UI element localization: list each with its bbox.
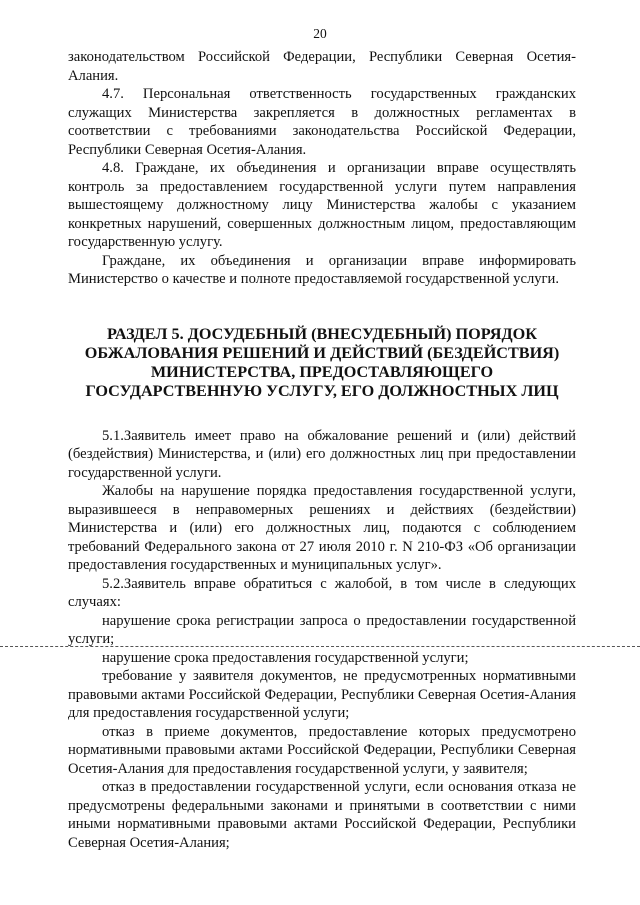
paragraph-continuation: законодательством Российской Федерации, Республики Северная Осетия-Алания. xyxy=(68,49,576,84)
scan-dashed-line xyxy=(0,646,640,647)
list-item-documents-requirement: требование у заявителя документов, не предусмотренных нормативными правовыми актами Российской Федерации, Республики Северная Осетия-Алания для предоставления государственной услуги; xyxy=(68,668,576,721)
list-item-refusal-service: отказ в предоставлении государственной услуги, если основания отказа не предусмотрены федеральными законами и принятыми в соответствии с ними иными нормативными правовыми актами Российской Федерации, Республики Северная Осетия-Алания; xyxy=(68,779,576,851)
paragraph-inform: Граждане, их объединения и организации вправе информировать Министерство о качестве и полноте предоставляемой государственной услуги. xyxy=(68,252,576,287)
list-item-service-term: нарушение срока предоставления государственной услуги; xyxy=(102,649,469,666)
section-heading: РАЗДЕЛ 5. ДОСУДЕБНЫЙ (ВНЕСУДЕБНЫЙ) ПОРЯДОК ОБЖАЛОВАНИЯ РЕШЕНИЙ И ДЕЙСТВИЙ (БЕЗДЕЙСТВИЯ) МИНИСТЕРСТВА, ПРЕДОСТАВЛЯЮЩЕГО ГОСУДАРСТВЕННУЮ УСЛУГУ, ЕГО ДОЛЖНОСТНЫХ ЛИЦ xyxy=(84,324,560,400)
paragraph-5-1: 5.1.Заявитель имеет право на обжалование решений и (или) действий (бездействия) Министерства, и (или) его должностных лиц при предоставлении государственной услуги. xyxy=(68,427,576,481)
list-item-refusal-acceptance: отказ в приеме документов, предоставление которых предусмотрено нормативными правовыми актами Российской Федерации, Республики Северная Осетия-Алания для предоставления государственной услуги, у заявителя; xyxy=(68,723,576,777)
list-item-registration-term: нарушение срока регистрации запроса о предоставлении государственной услуги; xyxy=(68,612,576,647)
paragraph-5-2: 5.2.Заявитель вправе обратиться с жалобой, в том числе в следующих случаях: xyxy=(68,575,576,610)
paragraph-complaints: Жалобы на нарушение порядка предоставления государственной услуги, выразившееся в неправомерных решениях и действиях (бездействии) Министерства и (или) его должностных лиц, подаются с соблюдением требований Федерального закона от 27 июля 2010 г. N 210-ФЗ «Об организации предоставления государственных и муниципальных услуг». xyxy=(68,483,576,573)
page-number: 20 xyxy=(313,26,327,41)
paragraph-4-7: 4.7. Персональная ответственность государственных гражданских служащих Министерства закрепляется в должностных регламентах в соответствии с требованиями законодательства Российской Федерации, Республики Северная Осетия-Алания. xyxy=(68,86,576,158)
paragraph-4-8: 4.8. Граждане, их объединения и организации вправе осуществлять контроль за предоставлением государственной услуги путем направления вышестоящему должностному лицу Министерства жалобы с указанием конкретных нарушений, совершенных должностным лицом, предоставляющим государственную услугу. xyxy=(68,160,576,250)
page-content xyxy=(68,48,576,852)
